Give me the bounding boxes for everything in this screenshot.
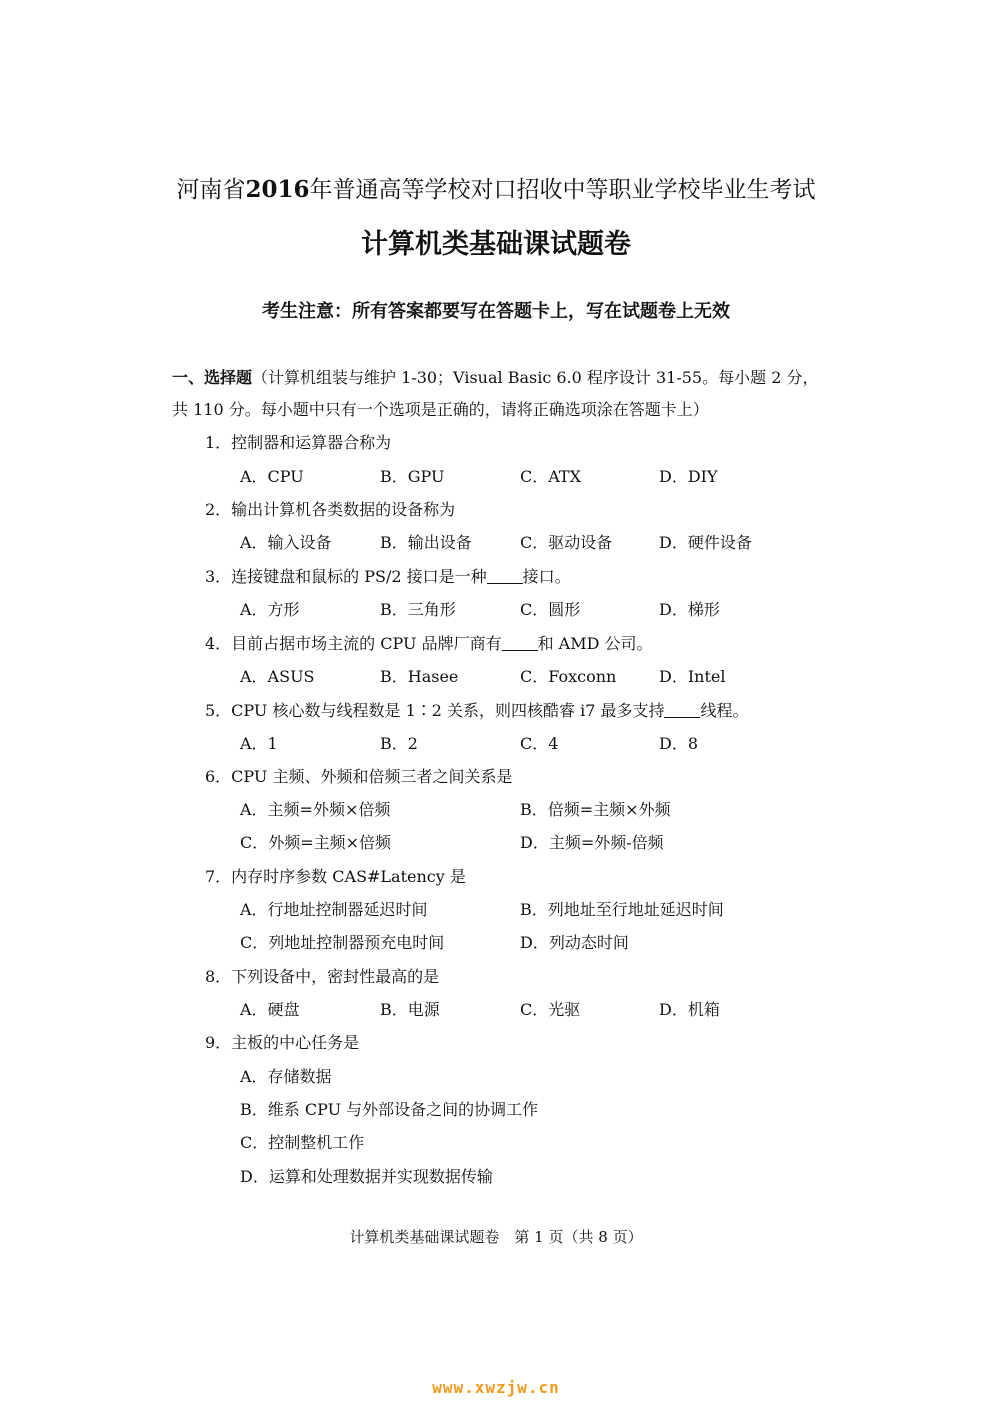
question-stem — [205, 632, 653, 656]
option: D．列动态时间 — [520, 933, 629, 952]
stem-text: 3．连接键盘和鼠标的 PS/2 接口是一种 — [205, 567, 487, 586]
option: B．Hasee — [380, 667, 459, 686]
page-footer: 计算机类基础课试题卷 第 1 页（共 8 页） — [349, 1228, 643, 1246]
option: A．1 — [240, 734, 278, 753]
stem-text: 接口。 — [522, 567, 571, 586]
question-stem — [205, 565, 571, 589]
option: D．梯形 — [659, 600, 720, 619]
question-stem: 1．控制器和运算器合称为 — [205, 433, 392, 452]
option: B．三角形 — [380, 600, 456, 619]
option: D．8 — [659, 734, 699, 753]
option: C．驱动设备 — [520, 533, 613, 552]
exam-title-prefix: 河南省 — [176, 177, 246, 203]
option: B．维系 CPU 与外部设备之间的协调工作 — [240, 1100, 539, 1119]
option: A．ASUS — [240, 667, 315, 686]
option: A．输入设备 — [240, 533, 332, 552]
section-heading: 一、选择题 — [172, 368, 253, 387]
option: A．方形 — [240, 600, 300, 619]
option: A．CPU — [240, 467, 304, 486]
stem-text: 和 AMD 公司。 — [537, 634, 653, 653]
watermark-url: www.xwzjw.cn — [432, 1378, 560, 1397]
question-stem: 9．主板的中心任务是 — [205, 1033, 360, 1052]
exam-title — [0, 173, 992, 207]
option: C．列地址控制器预充电时间 — [240, 933, 445, 952]
section-intro — [172, 362, 832, 426]
option: D．主频=外频-倍频 — [520, 833, 664, 852]
answer-blank — [502, 634, 538, 651]
option: D．Intel — [659, 667, 726, 686]
option: A．硬盘 — [240, 1000, 300, 1019]
option: C．ATX — [520, 467, 581, 486]
subject-title: 计算机类基础课试题卷 — [361, 229, 631, 260]
option: D．运算和处理数据并实现数据传输 — [240, 1167, 493, 1186]
option: B．倍频=主频×外频 — [520, 800, 671, 819]
candidate-notice: 考生注意：所有答案都要写在答题卡上，写在试题卷上无效 — [262, 301, 730, 322]
stem-text: 5．CPU 核心数与线程数是 1∶2 关系，则四核酷睿 i7 最多支持 — [205, 701, 665, 720]
option: C．圆形 — [520, 600, 581, 619]
option: D．DIY — [659, 467, 718, 486]
option: A．主频=外频×倍频 — [240, 800, 391, 819]
question-stem: 7．内存时序参数 CAS#Latency 是 — [205, 867, 466, 886]
question-stem: 8．下列设备中，密封性最高的是 — [205, 967, 440, 986]
question-stem: 6．CPU 主频、外频和倍频三者之间关系是 — [205, 767, 513, 786]
option: B．输出设备 — [380, 533, 472, 552]
question-stem: 2．输出计算机各类数据的设备称为 — [205, 500, 456, 519]
section-description: （计算机组装与维护 1-30；Visual Basic 6.0 程序设计 31-55。每小题 2 分，共 110 分。每小题中只有一个选项是正确的，请将正确选项涂在答题卡上） — [172, 368, 819, 419]
option: B．GPU — [380, 467, 445, 486]
stem-text: 线程。 — [700, 701, 749, 720]
answer-blank — [487, 567, 523, 584]
option: C．外频=主频×倍频 — [240, 833, 392, 852]
option: A．存储数据 — [240, 1067, 332, 1086]
exam-title-suffix: 年普通高等学校对口招收中等职业学校毕业生考试 — [309, 177, 816, 203]
option: B．电源 — [380, 1000, 440, 1019]
stem-text: 4．目前占据市场主流的 CPU 品牌厂商有 — [205, 634, 502, 653]
option: B．列地址至行地址延迟时间 — [520, 900, 724, 919]
option: C．光驱 — [520, 1000, 581, 1019]
option: C．4 — [520, 734, 559, 753]
option: D．硬件设备 — [659, 533, 752, 552]
option: C．控制整机工作 — [240, 1133, 365, 1152]
option: B．2 — [380, 734, 418, 753]
option: D．机箱 — [659, 1000, 720, 1019]
option: A．行地址控制器延迟时间 — [240, 900, 428, 919]
option: C．Foxconn — [520, 667, 617, 686]
answer-blank — [664, 701, 700, 718]
question-stem — [205, 699, 749, 723]
exam-year: 2016 — [245, 176, 310, 203]
